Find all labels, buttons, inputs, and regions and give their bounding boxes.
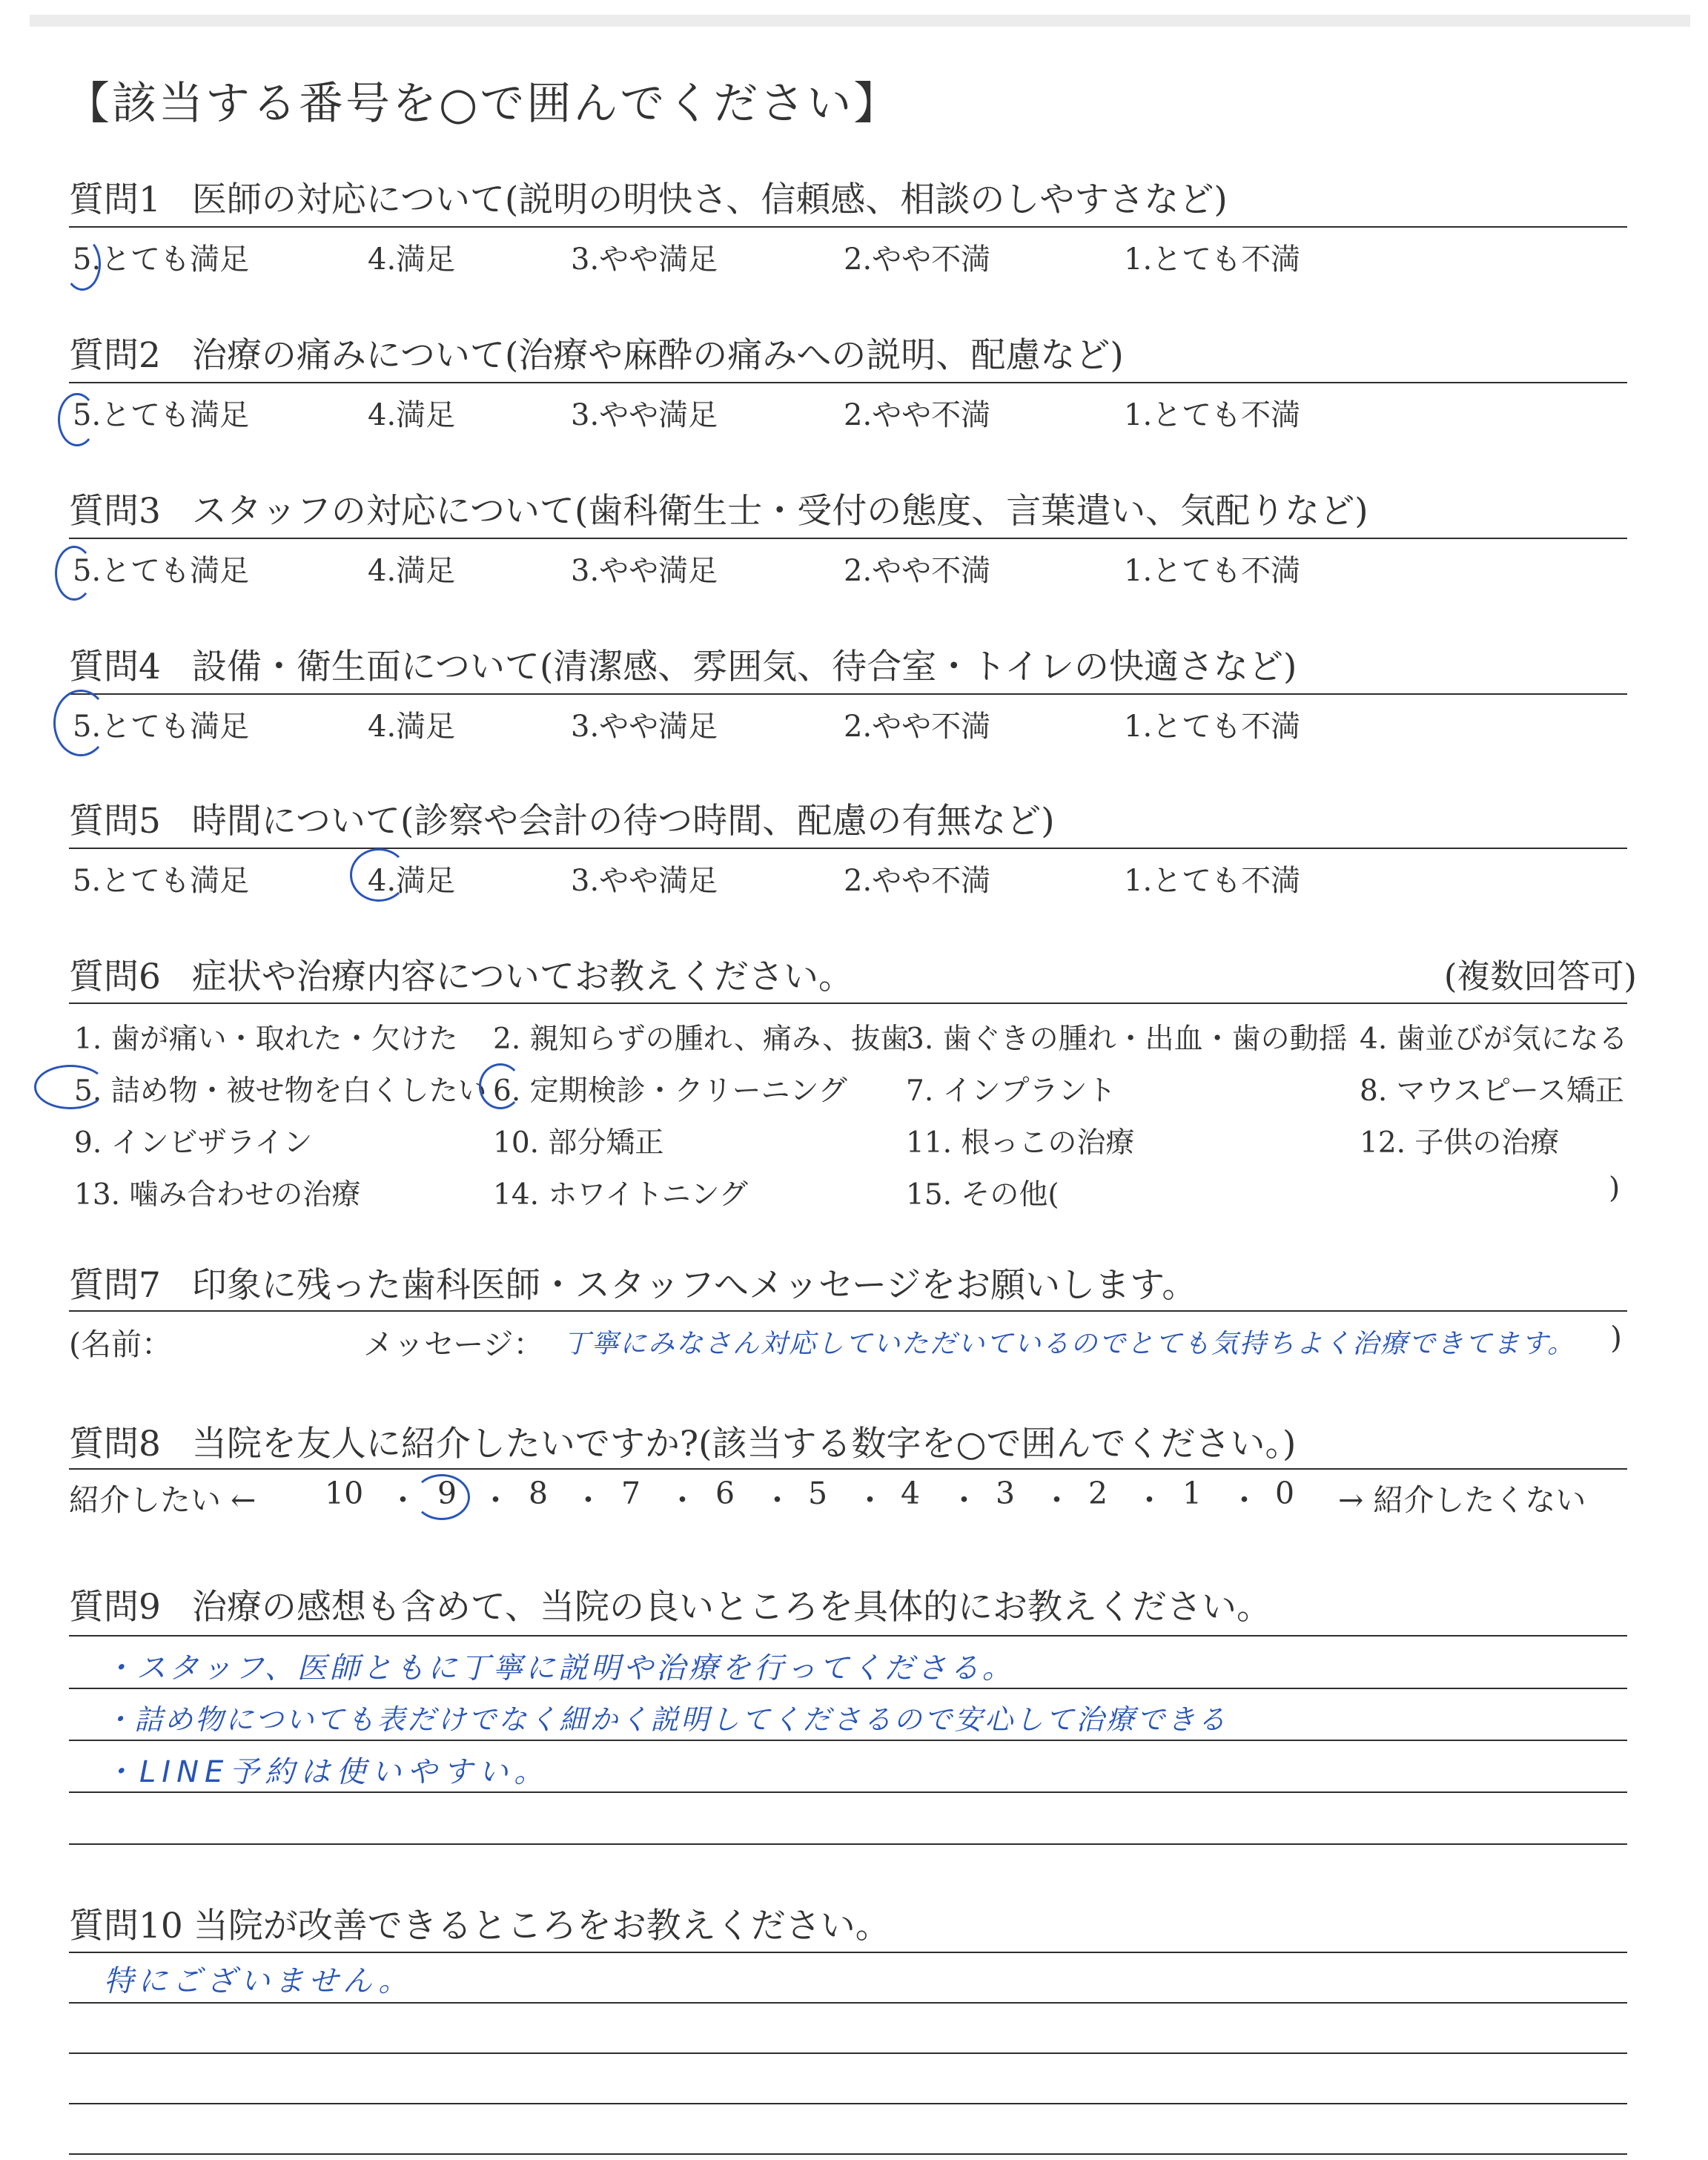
scale-right-label: → 紹介したくない	[1338, 1482, 1586, 1518]
name-label: (名前：	[69, 1327, 172, 1362]
answer-line	[69, 2103, 1627, 2104]
option-3[interactable]: 3.やや満足	[571, 242, 718, 277]
answer-line	[69, 1740, 1627, 1741]
question-1-options	[73, 236, 1629, 277]
answer-line	[69, 1843, 1627, 1845]
question-10-number: 質問10	[69, 1906, 183, 1946]
option-1[interactable]: 1.とても不満	[1124, 242, 1301, 277]
question-10	[69, 1898, 890, 1948]
answer-line	[69, 2153, 1627, 2155]
question-4-number: 質問4	[69, 647, 161, 687]
option-4[interactable]: 4.満足	[368, 554, 456, 588]
question-1-rule	[69, 226, 1627, 228]
message-close-paren: )	[1610, 1320, 1622, 1355]
handwritten-answer-1: ・スタッフ、医師ともに丁寧に説明や治療を行ってくださる。	[104, 1651, 1015, 1685]
question-4-text: 設備・衛生面について(清潔感、雰囲気、待合室・トイレの快適さなど)	[191, 647, 1297, 687]
question-6-number: 質問6	[69, 957, 161, 997]
handwritten-answer-3: ・LINE予約は使いやすい。	[104, 1755, 550, 1789]
option-1[interactable]: 1.とても不満	[1124, 398, 1301, 432]
question-7-text: 印象に残った歯科医師・スタッフへメッセージをお願いします。	[191, 1265, 1197, 1306]
option-2[interactable]: 2.やや不満	[844, 864, 991, 898]
option-3[interactable]: 3.やや満足	[571, 554, 718, 588]
scale-10[interactable]: 10	[325, 1476, 364, 1511]
question-4-rule	[69, 693, 1627, 695]
multiple-answers-note: (複数回答可)	[1443, 957, 1637, 996]
question-1	[69, 172, 1228, 222]
answer-line	[69, 2002, 1627, 2004]
question-8-text: 当院を友人に紹介したいですか?(該当する数字を○で囲んでください。)	[191, 1424, 1297, 1464]
question-7-number: 質問7	[69, 1265, 161, 1306]
question-2	[69, 328, 1124, 377]
option-1[interactable]: 1.とても不満	[1124, 554, 1301, 588]
scale-dot: ・	[667, 1482, 698, 1518]
scale-dot: ・	[1042, 1482, 1072, 1518]
handwritten-message: 丁寧にみなさん対応していただいているのでとても気持ちよく治療できてます。	[563, 1329, 1576, 1359]
question-3-number: 質問3	[69, 491, 161, 532]
answer-line	[69, 1635, 1627, 1636]
question-3-rule	[69, 538, 1627, 539]
q6-option-6[interactable]: 6. 定期検診・クリーニング	[493, 1074, 847, 1108]
scan-top-edge	[30, 15, 1690, 27]
q6-option-5[interactable]: 5. 詰め物・被せ物を白くしたい	[74, 1074, 487, 1108]
question-6	[69, 949, 853, 999]
answer-line	[69, 1952, 1627, 1953]
option-4[interactable]: 4.満足	[368, 710, 456, 744]
option-4[interactable]: 4.満足	[368, 398, 456, 432]
question-6-text: 症状や治療内容についてお教えください。	[191, 957, 853, 997]
question-9-text: 治療の感想も含めて、当院の良いところを具体的にお教えください。	[191, 1587, 1271, 1628]
scale-dot: ・	[573, 1482, 603, 1518]
question-5	[69, 793, 1055, 843]
question-2-number: 質問2	[69, 335, 161, 376]
scale-0[interactable]: 0	[1275, 1476, 1295, 1511]
scale-7[interactable]: 7	[621, 1476, 641, 1511]
question-2-options	[73, 392, 1629, 432]
form-instruction: 【該当する番号を○で囲んでください】	[65, 78, 901, 130]
q6-option-12[interactable]: 12. 子供の治療	[1360, 1126, 1560, 1160]
recommend-scale	[69, 1476, 1633, 1516]
option-5[interactable]: 5.とても満足	[73, 554, 250, 588]
q6-option-10[interactable]: 10. 部分矯正	[493, 1126, 664, 1160]
option-5[interactable]: 5.とても満足	[73, 864, 250, 898]
option-2[interactable]: 2.やや不満	[844, 242, 991, 277]
scale-5[interactable]: 5	[808, 1476, 828, 1511]
q6-option-7[interactable]: 7. インプラント	[906, 1074, 1116, 1108]
question-3-text: スタッフの対応について(歯科衛生士・受付の態度、言葉遣い、気配りなど)	[191, 491, 1368, 532]
message-label: メッセージ：	[363, 1327, 544, 1362]
option-4[interactable]: 4.満足	[368, 242, 456, 277]
scale-3[interactable]: 3	[996, 1476, 1016, 1511]
q6-option-14[interactable]: 14. ホワイトニング	[493, 1178, 748, 1212]
question-8-number: 質問8	[69, 1424, 161, 1464]
question-8	[69, 1416, 1296, 1466]
question-6-rule	[69, 1003, 1627, 1004]
scale-dot: ・	[1229, 1482, 1260, 1518]
question-5-rule	[69, 848, 1627, 849]
question-7	[69, 1258, 1196, 1307]
question-4	[69, 639, 1297, 689]
q6-option-9[interactable]: 9. インビザライン	[74, 1126, 313, 1160]
option-3[interactable]: 3.やや満足	[571, 864, 718, 898]
scale-dot: ・	[949, 1482, 979, 1518]
question-3-options	[73, 547, 1629, 588]
question-1-text: 医師の対応について(説明の明快さ、信頼感、相談のしやすさなど)	[191, 179, 1228, 220]
scale-2[interactable]: 2	[1088, 1476, 1108, 1511]
question-3	[69, 483, 1368, 533]
scale-dot: ・	[855, 1482, 885, 1518]
answer-line	[69, 1688, 1627, 1689]
scale-left-label: 紹介したい ←	[69, 1482, 256, 1518]
option-1[interactable]: 1.とても不満	[1124, 710, 1301, 744]
question-5-number: 質問5	[69, 801, 161, 842]
question-9	[69, 1579, 1271, 1629]
scale-8[interactable]: 8	[529, 1476, 549, 1511]
answer-line	[69, 2052, 1627, 2054]
scale-6[interactable]: 6	[715, 1476, 735, 1511]
question-5-text: 時間について(診察や会計の待つ時間、配慮の有無など)	[191, 801, 1055, 842]
q6-option-15-close: )	[1609, 1172, 1621, 1205]
scale-dot: ・	[480, 1482, 511, 1518]
q6-option-3[interactable]: 3. 歯ぐきの腫れ・出血・歯の動揺	[906, 1023, 1348, 1056]
handwritten-answer-2: ・詰め物についても表だけでなく細かく説明してくださるので安心して治療できる	[104, 1703, 1228, 1736]
handwritten-improvement: 特にございません。	[104, 1964, 413, 1998]
option-5[interactable]: 5.とても満足	[73, 398, 250, 432]
question-2-text: 治療の痛みについて(治療や麻酔の痛みへの説明、配慮など)	[191, 335, 1124, 376]
q6-option-1[interactable]: 1. 歯が痛い・取れた・欠けた	[74, 1023, 458, 1056]
option-4[interactable]: 4.満足	[368, 864, 456, 898]
question-9-number: 質問9	[69, 1587, 161, 1628]
q6-option-2[interactable]: 2. 親知らずの腫れ、痛み、抜歯	[493, 1023, 910, 1056]
question-1-number: 質問1	[69, 179, 161, 220]
question-5-options	[73, 857, 1629, 898]
scale-dot: ・	[1134, 1482, 1165, 1518]
question-4-options	[73, 703, 1629, 744]
q6-option-15[interactable]: 15. その他(	[906, 1178, 1059, 1212]
option-3[interactable]: 3.やや満足	[571, 398, 718, 432]
q6-option-11[interactable]: 11. 根っこの治療	[906, 1126, 1135, 1160]
question-10-text: 当院が改善できるところをお教えください。	[193, 1906, 890, 1946]
option-5[interactable]: 5.とても満足	[73, 242, 250, 277]
scale-4[interactable]: 4	[901, 1476, 921, 1511]
option-1[interactable]: 1.とても不満	[1124, 864, 1301, 898]
scale-dot: ・	[762, 1482, 792, 1518]
q6-option-4[interactable]: 4. 歯並びが気になる	[1360, 1023, 1628, 1056]
option-5[interactable]: 5.とても満足	[73, 710, 250, 744]
scale-9[interactable]: 9	[437, 1476, 457, 1511]
option-2[interactable]: 2.やや不満	[844, 554, 991, 588]
question-7-rule	[69, 1310, 1627, 1312]
q6-option-8[interactable]: 8. マウスピース矯正	[1360, 1074, 1624, 1108]
scale-dot: ・	[388, 1482, 418, 1518]
answer-line	[69, 1791, 1627, 1793]
option-3[interactable]: 3.やや満足	[571, 710, 718, 744]
option-2[interactable]: 2.やや不満	[844, 398, 991, 432]
q6-option-13[interactable]: 13. 噛み合わせの治療	[74, 1178, 361, 1212]
scale-1[interactable]: 1	[1182, 1476, 1202, 1511]
question-8-rule	[69, 1468, 1627, 1470]
option-2[interactable]: 2.やや不満	[844, 710, 991, 744]
question-2-rule	[69, 382, 1627, 383]
